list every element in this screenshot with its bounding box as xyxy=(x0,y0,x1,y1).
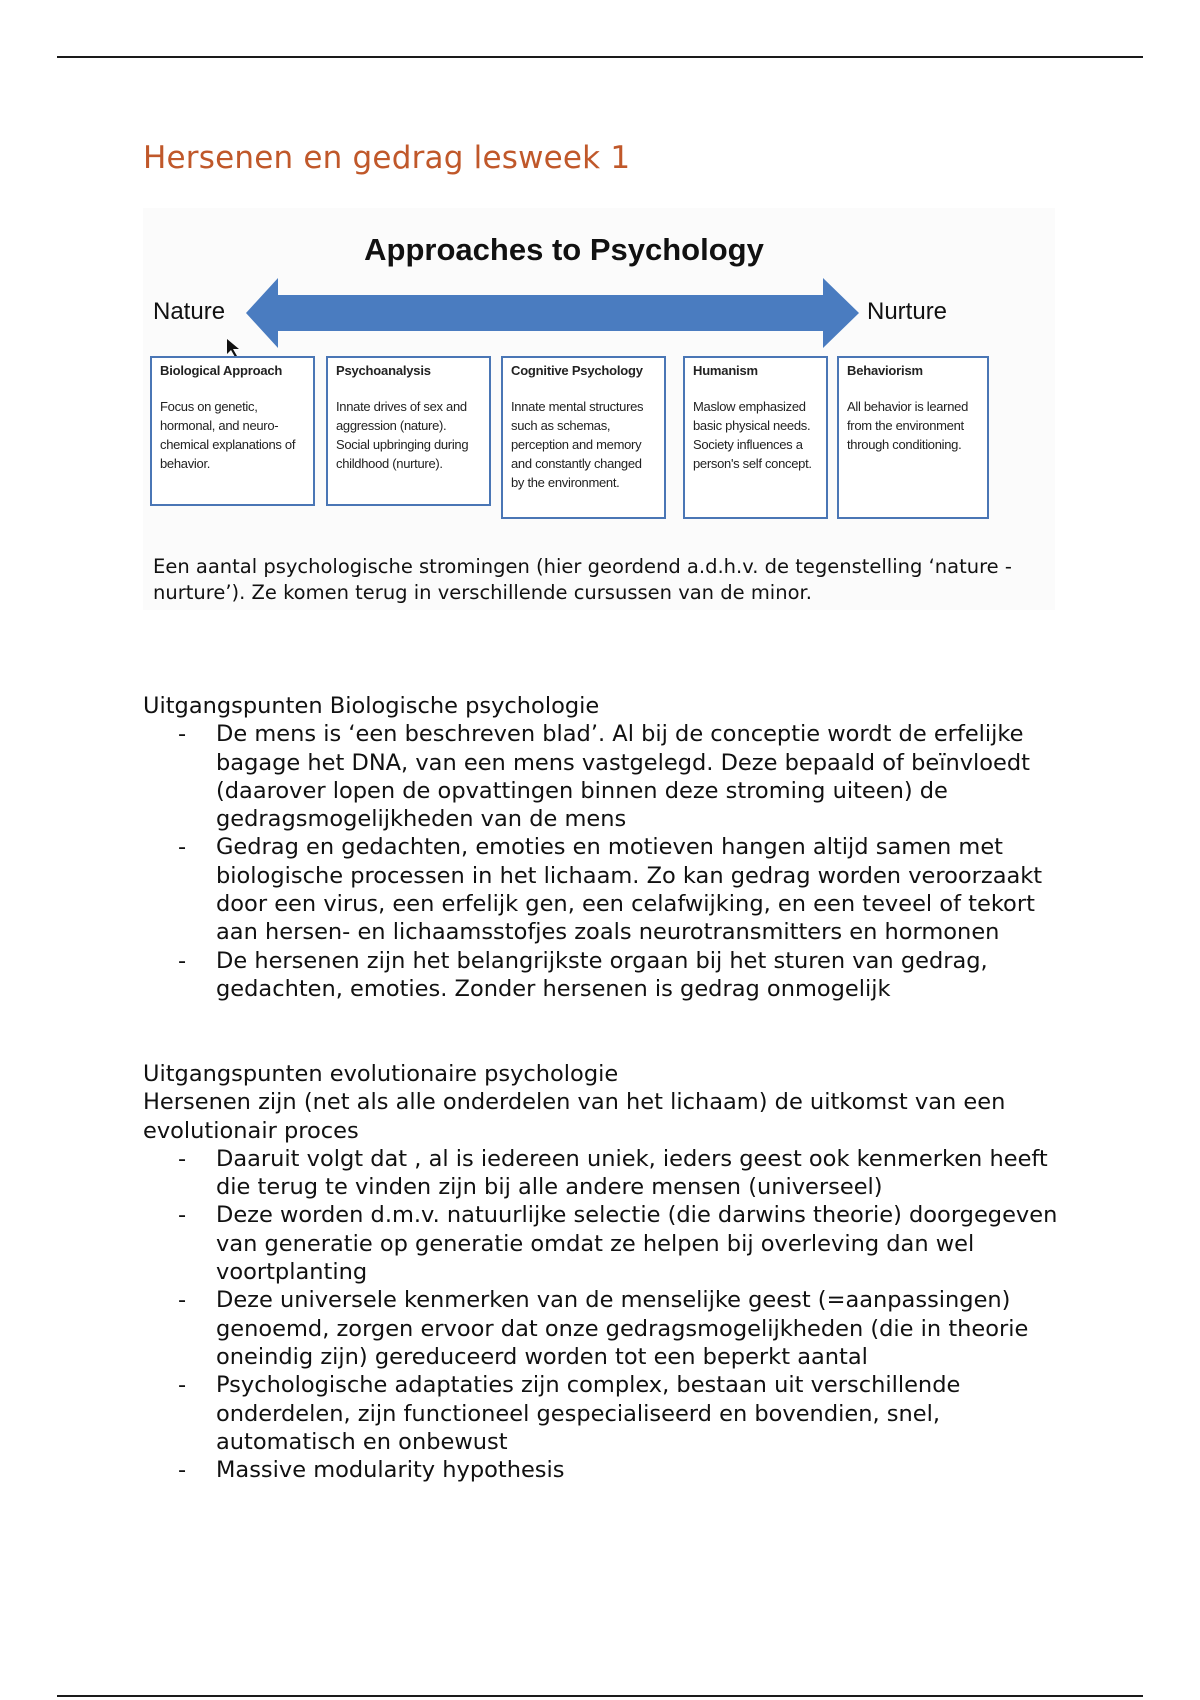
double-arrow-shape xyxy=(246,278,859,348)
section-biological-psychology xyxy=(143,692,1083,1003)
section-evolutionary-psychology xyxy=(143,1060,1083,1484)
list-item-text: De hersenen zijn het belangrijkste orgaan bij het sturen van gedrag, gedachten, emoties. Zonder hersenen is gedrag onmogelijk xyxy=(216,947,988,1002)
list-item xyxy=(143,1201,1083,1286)
dash-marker: - xyxy=(178,1287,187,1314)
list-item-text: Gedrag en gedachten, emoties en motieven hangen altijd samen met biologische processen in het lichaam. Zo kan gedrag worden veroorzaakt door een virus, een erfelijk gen, een celafwijking, en een teveel of tekort aan hersen- en lichaamsstofjes zoals neurotransmitters en hormonen xyxy=(216,834,1043,946)
box-description: Innate drives of sex and aggression (nature). Social upbringing during childhood (nurture). xyxy=(336,399,469,471)
section-heading: Uitgangspunten Biologische psychologie xyxy=(143,693,600,719)
box-description: Focus on genetic, hormonal, and neuro-chemical explanations of behavior. xyxy=(160,399,296,471)
dash-marker: - xyxy=(178,1372,187,1399)
list-item xyxy=(143,1145,1083,1202)
list-item-text: Deze worden d.m.v. natuurlijke selectie (die darwins theorie) doorgegeven van generatie op generatie omdat ze helpen bij overleving dan wel voortplanting xyxy=(216,1202,1058,1286)
header-rule xyxy=(57,56,1143,58)
box-name: Biological Approach xyxy=(160,363,283,378)
box-behaviorism xyxy=(837,356,989,519)
list-item-text: Daaruit volgt dat , al is iedereen uniek, ieders geest ook kenmerken heeft die terug te vinden zijn bij alle andere mensen (universeel) xyxy=(216,1145,1048,1201)
box-name: Behaviorism xyxy=(847,363,923,378)
dash-marker: - xyxy=(178,834,187,861)
list-item xyxy=(143,833,1083,946)
figure-caption: Een aantal psychologische stromingen (hier geordend a.d.h.v. de tegenstelling ‘nature - nurture’). Ze komen terug in verschillende cursussen van de minor. xyxy=(153,555,1012,604)
list-item xyxy=(143,720,1083,833)
box-name: Cognitive Psychology xyxy=(511,363,643,378)
approaches-figure xyxy=(143,208,1055,610)
list-item-text: De mens is ‘een beschreven blad’. Al bij de conceptie wordt de erfelijke bagage het DNA, van een mens vastgelegd. Deze bepaald of beïnvloedt (daarover lopen de opvattingen binnen deze stroming uiteen) de gedragsmogelijkheden van de mens xyxy=(216,721,1030,833)
figure-title: Approaches to Psychology xyxy=(364,232,764,267)
box-cognitive-psychology xyxy=(501,356,666,519)
dash-marker: - xyxy=(178,1457,187,1484)
dash-marker: - xyxy=(178,1145,187,1172)
box-name: Psychoanalysis xyxy=(336,363,431,378)
nature-nurture-arrow-icon xyxy=(143,208,1055,348)
dash-marker: - xyxy=(178,947,187,974)
nurture-label: Nurture xyxy=(867,298,948,325)
box-name: Humanism xyxy=(693,363,758,378)
section-heading: Uitgangspunten evolutionaire psychologie xyxy=(143,1061,619,1087)
box-humanism xyxy=(683,356,828,519)
page-title: Hersenen en gedrag lesweek 1 xyxy=(143,140,631,176)
dash-marker: - xyxy=(178,721,187,748)
section-intro: Hersenen zijn (net als alle onderdelen van het lichaam) de uitkomst van een evolutionair proces xyxy=(143,1089,1006,1144)
footer-rule xyxy=(57,1695,1143,1697)
dash-marker: - xyxy=(178,1202,187,1229)
nature-label: Nature xyxy=(153,298,226,325)
list-item xyxy=(143,1371,1083,1456)
box-description: All behavior is learned from the environment through conditioning. xyxy=(847,399,969,452)
list-item xyxy=(143,947,1083,1004)
box-biological-approach xyxy=(150,356,315,506)
bullet-list xyxy=(143,720,1083,1003)
bullet-list xyxy=(143,1145,1083,1485)
box-description: Maslow emphasized basic physical needs. Society influences a person's self concept. xyxy=(693,399,812,471)
list-item-text: Deze universele kenmerken van de menselijke geest (=aanpassingen) genoemd, zorgen ervoor dat onze gedragsmogelijkheden (die in theorie oneindig zijn) gereduceerd worden tot een beperkt aantal xyxy=(216,1287,1029,1370)
list-item-text: Massive modularity hypothesis xyxy=(216,1457,565,1484)
box-psychoanalysis xyxy=(326,356,491,506)
list-item xyxy=(143,1456,1083,1484)
list-item-text: Psychologische adaptaties zijn complex, bestaan uit verschillende onderdelen, zijn functioneel gespecialiseerd en bovendien, snel, automatisch en onbewust xyxy=(216,1372,961,1455)
box-description: Innate mental structures such as schemas, perception and memory and constantly changed by the environment. xyxy=(511,399,644,490)
mouse-cursor-icon xyxy=(226,338,242,358)
list-item xyxy=(143,1286,1083,1371)
